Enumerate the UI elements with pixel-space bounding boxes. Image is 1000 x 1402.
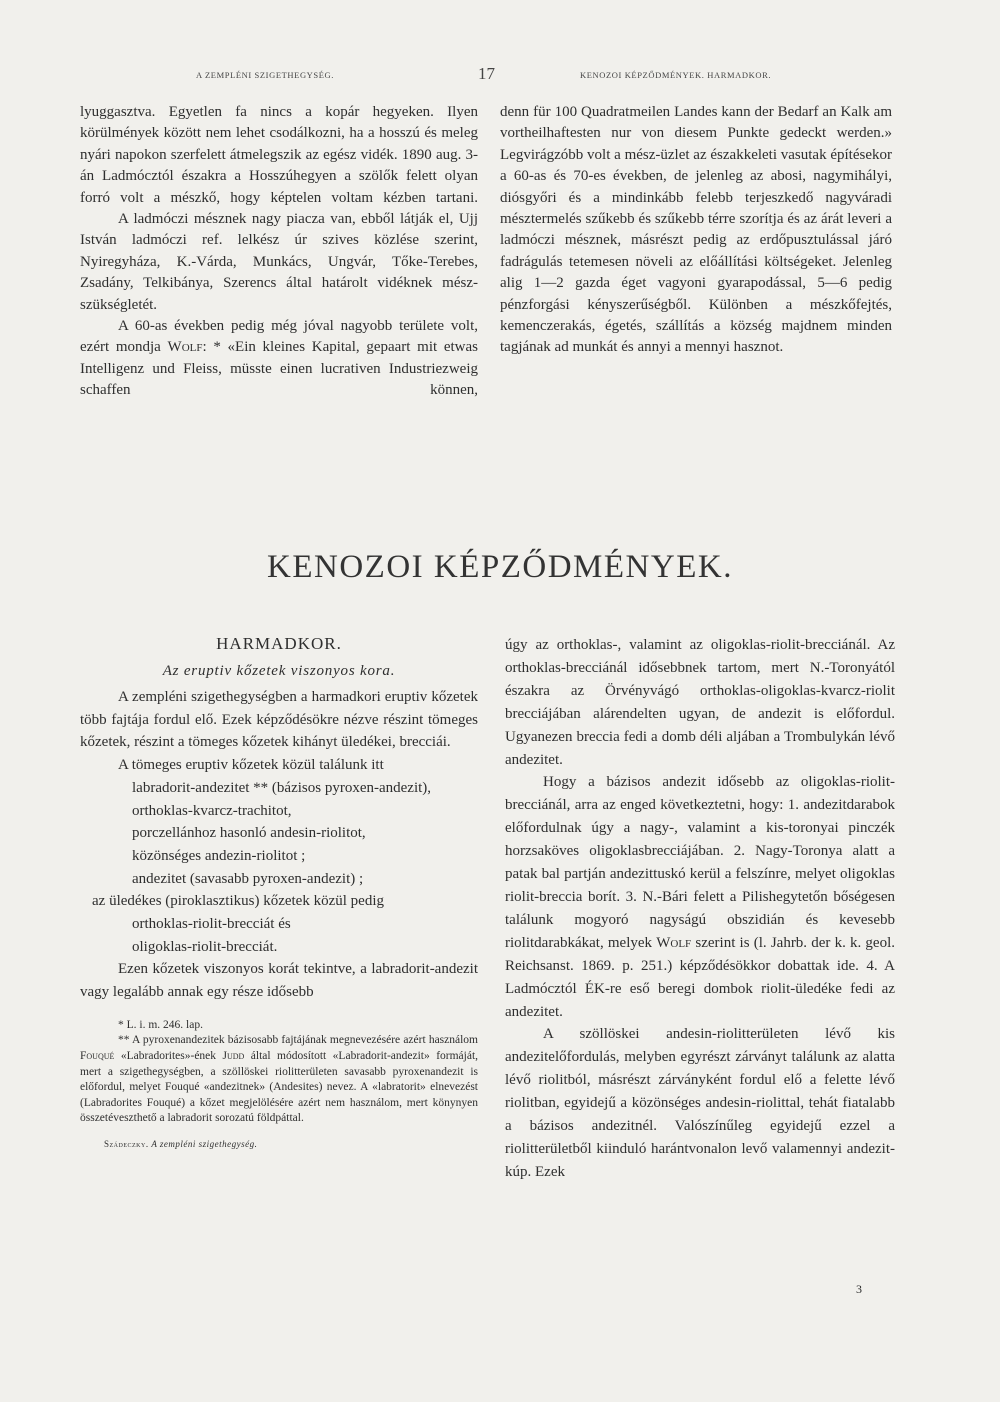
paragraph: A zempléni szigethegységben a harmadkori eruptiv kőzetek több fajtája fordul elő. Ezek képződésökre nézve részint tömeges kőzetek, részint a tömeges kőzetek kihányt üledékei, brecciái. bbox=[80, 689, 478, 751]
top-left-column bbox=[80, 102, 478, 402]
chapter-title: KENOZOI KÉPZŐDMÉNYEK. bbox=[267, 549, 733, 585]
author-name: Judd bbox=[222, 1050, 245, 1063]
list-item: oligoklas-riolit-brecciát. bbox=[132, 938, 278, 955]
list-item: andezitet (savasabb pyroxen-andezit) ; bbox=[132, 870, 364, 887]
header-page-number: 17 bbox=[478, 64, 495, 83]
paragraph: úgy az orthoklas-, valamint az oligoklas-riolit-brecciánál. Az orthoklas-brecciánál idősebbnek tartom, mert N.-Toronyától északra az Örvényvágó orthoklas-oligoklas-kvarcz-riolit brecciájában alárendelten ugyan, de andezit is előfordul. Ugyanezen breccia fedi a domb déli aljában a Trombulykán lévő andezitet. bbox=[505, 637, 895, 768]
running-head-left: A ZEMPLÉNI SZIGETHEGYSÉG. bbox=[196, 70, 335, 80]
paragraph: az üledékes (piroklasztikus) kőzetek közül pedig bbox=[92, 893, 384, 910]
section-subtitle: Az eruptiv kőzetek viszonyos kora. bbox=[162, 663, 396, 679]
paragraph: denn für 100 Quadratmeilen Landes kann der Bedarf an Kalk am vortheilhaftesten nur von diesem Punkte gedeckt werden.» Legvirágzóbb volt a mész-üzlet az északkeleti vasutak építésekor a 60-as és 70-es években, de jelenleg az abosi, nagymihályi, diósgyőri és a mindinkább felebb terjeszkedő nagyváradi mésztermelés szűkebb és szűkebb térre szorítja és az árát leveri a ladmóczi mésznek, másrészt pedig az erdőpusztulással járó fadrágulás tetemesen növeli az előállítási költségeket. Jelenleg alig 1—2 gazda éget vagyoni gyarapodással, 5—6 pedig pénzforgási kényszerűségből. Különben a mészkőfejtés, kemenczerakás, égetés, szállítás a község majdnem minden tagjának ad munkát és annyi a mennyi hasznot. bbox=[500, 104, 892, 356]
author-name: Fouqué bbox=[80, 1050, 115, 1063]
paragraph: A 60-as években pedig még jóval nagyobb területe volt, ezért mondja Wolf: * «Ein kleines Kapital, gepaart mit etwas Intelligenz und Fleiss, müsste einen lucrativen Industriezweig schaffen können, bbox=[80, 318, 478, 399]
paragraph: Hogy a bázisos andezit idősebb az oligoklas-riolit-brecciánál, arra az enged következtetni, hogy: 1. andezitdarabok előfordulnak úgy a nagy-, valamint a kis-toronyai pinczék horzsaköves oligoklasbrecciájában. 2. Nagy-Toronya alatt a patak bal partján andezittuskó kerül a felszínre, melyet oligoklas riolit-breccia borít. 3. N.-Bári felett a Pilishegytetőn bőségesen találunk mogyoró nagyságú obszidián és kevesebb riolitdarabkákat, melyek Wolf szerint is (l. Jahrb. der k. k. geol. Reichsanst. 1869. p. 251.) képződésökkor dobattak ide. 4. A Ladmócztól ÉK-re eső beregi dombok riolit-üledéke fedi az andezitet. bbox=[505, 774, 896, 1020]
paragraph: Ezen kőzetek viszonyos korát tekintve, a labradorit-andezit vagy legalább annak egy része idősebb bbox=[80, 961, 478, 1001]
paragraph: A ladmóczi mésznek nagy piacza van, ebből látják el, Ujj István ladmóczi ref. lelkész úr szives közlése szerint, Nyiregyháza, K.-Várda, Munkács, Ungvár, Tőke-Terebes, Zsadány, Telkibánya, Szerencs által határolt vidéknek mész-szükségletét. bbox=[80, 211, 478, 313]
bottom-left-column bbox=[80, 634, 478, 1149]
bottom-right-column bbox=[505, 634, 895, 1184]
running-head-right: KENOZOI KÉPZŐDMÉNYEK. HARMADKOR. bbox=[580, 70, 772, 80]
footnote: * L. i. m. 246. lap. bbox=[118, 1018, 203, 1031]
list-item: közönséges andezin-riolitot ; bbox=[132, 847, 306, 864]
paragraph: A szöllöskei andesin-riolitterületen lévő kis andezitelőfordulás, melyben egyrészt zárványt találunk az alatta lévő riolitból, másrészt zárványként fordul elő a felette lévő riolitban, egyidejű a közönséges andesin-riolittal, tehát fiatalabb a bázisos andezitnél. Valószínűleg egyidejű ezzel a riolitterületből kiinduló harántvonalon levő valamennyi andezit-kúp. Ezek bbox=[505, 1026, 895, 1180]
author-name: Wolf bbox=[167, 339, 203, 356]
list-item: orthoklas-kvarcz-trachitot, bbox=[132, 802, 292, 819]
list-item: porczellánhoz hasonló andesin-riolitot, bbox=[132, 825, 366, 842]
signature-mark: Szádeczky. A zempléni szigethegység. bbox=[104, 1139, 258, 1149]
footnotes bbox=[80, 1018, 478, 1127]
page-number: 3 bbox=[856, 1282, 862, 1296]
paragraph: lyuggasztva. Egyetlen fa nincs a kopár hegyeken. Ilyen körülmények között nem lehet csodálkozni, ha a hosszú és meleg nyári napokon szerfelett átmelegszik az egész vidék. 1890 aug. 3-án Ladmócztól északra a Hosszúhegyen a szölők felett olyan forró volt a mészkő, hogy képtelen voltam kézben tartani. bbox=[80, 104, 478, 206]
list-item: labradorit-andezitet ** (bázisos pyroxen-andezit), bbox=[132, 779, 432, 796]
top-right-column bbox=[500, 102, 892, 359]
author-name: Wolf bbox=[656, 934, 692, 951]
paragraph: A tömeges eruptiv kőzetek közül találunk itt bbox=[118, 757, 384, 774]
list-item: orthoklas-riolit-brecciát és bbox=[132, 916, 291, 933]
footnote: ** A pyroxenandezitek bázisosabb fajtájának megnevezésére azért használom Fouqué «Labradorites»-ének Judd által módosított «Labradorit-andezit» formáját, mert a szigethegységben, a szöllöskei riolitterületen savasabb pyroxenandezit is előfordul, melyet Fouqué «andezitnek» (Andesites) nevez. A «labratorit» elnevezést (Labradorites Fouqué) a kőzet megjelölésére azért nem használom, mert könynyen összetéveszthető a labradorit sorozatú földpáttal. bbox=[80, 1034, 479, 1125]
section-title: HARMADKOR. bbox=[216, 634, 342, 653]
